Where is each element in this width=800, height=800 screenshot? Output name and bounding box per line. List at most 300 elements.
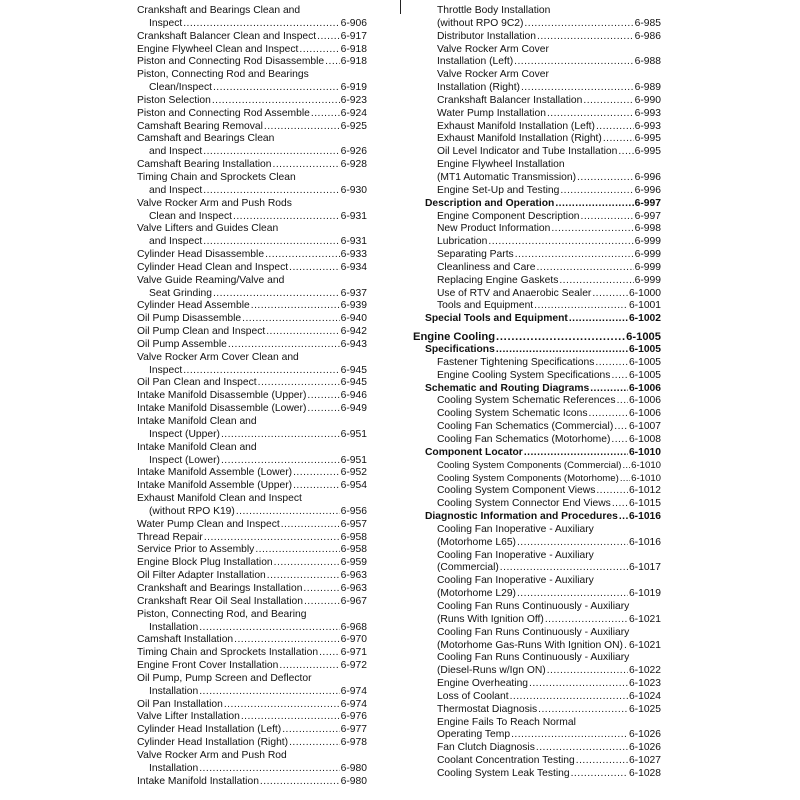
toc-page-number: 6-1015 <box>628 498 661 510</box>
dot-leader <box>555 198 633 211</box>
toc-page-number: 6-972 <box>340 660 367 672</box>
toc-entry-title: New Product Information <box>437 223 551 235</box>
toc-entry[interactable] <box>413 370 661 383</box>
toc-entry[interactable] <box>137 634 367 647</box>
toc-entry[interactable] <box>413 717 661 743</box>
toc-entry[interactable] <box>137 776 367 789</box>
dot-leader <box>617 395 628 408</box>
toc-entry[interactable] <box>413 288 661 301</box>
toc-page-number: 6-1021 <box>628 639 661 651</box>
toc-page-number: 6-931 <box>340 236 367 248</box>
toc-entry[interactable] <box>413 511 661 524</box>
toc-entry[interactable] <box>413 223 661 236</box>
dot-leader <box>624 640 628 653</box>
dot-leader <box>289 737 340 750</box>
toc-entry-title: Special Tools and Equipment <box>425 313 568 325</box>
toc-entry-title: Cleanliness and Care <box>437 261 536 273</box>
toc-page-number: 6-917 <box>340 30 367 42</box>
toc-entry[interactable] <box>137 198 367 224</box>
dot-leader <box>619 511 628 524</box>
toc-entry[interactable] <box>137 352 367 378</box>
toc-entry[interactable] <box>137 326 367 339</box>
toc-entry-title: Oil Pump Clean and Inspect <box>137 326 266 338</box>
toc-entry-title: Piston Selection <box>137 94 211 106</box>
dot-leader <box>538 704 628 717</box>
toc-entry-title: Valve Rocker Arm Cover <box>437 43 549 55</box>
dot-leader <box>524 18 633 31</box>
dot-leader <box>258 377 340 390</box>
toc-page-number: 6-906 <box>340 17 367 29</box>
toc-entry-title: Valve Lifter Installation <box>137 711 240 723</box>
dot-leader <box>199 622 339 635</box>
toc-entry[interactable] <box>137 159 367 172</box>
toc-entry[interactable] <box>137 724 367 737</box>
dot-leader <box>204 532 340 545</box>
dot-leader <box>282 724 339 737</box>
toc-page-number: 6-1010 <box>631 472 661 484</box>
toc-entry[interactable] <box>137 673 367 699</box>
toc-entry-title: Valve Rocker Arm Cover Clean and <box>137 351 299 363</box>
toc-entry[interactable] <box>137 660 367 673</box>
toc-entry-title: Installation (Left) <box>437 56 514 68</box>
toc-entry[interactable] <box>137 133 367 159</box>
toc-entry[interactable] <box>137 532 367 545</box>
toc-entry-title: Cooling Fan Inoperative - Auxiliary <box>437 523 594 535</box>
toc-entry-title: Cooling System Leak Testing <box>437 767 570 779</box>
toc-page-number: 6-1022 <box>628 665 661 677</box>
dot-leader <box>559 275 633 288</box>
dot-leader <box>515 249 634 262</box>
toc-entry-title: Cooling System Schematic Icons <box>437 408 588 420</box>
toc-entry-title: Camshaft Bearing Installation <box>137 159 272 171</box>
toc-entry-title: Intake Manifold Disassemble (Upper) <box>137 390 307 402</box>
toc-page-number: 6-918 <box>340 56 367 68</box>
toc-page-number: 6-980 <box>340 775 367 787</box>
toc-page-number: 6-963 <box>340 570 367 582</box>
toc-page-number: 6-928 <box>340 159 367 171</box>
toc-entry[interactable] <box>413 678 661 691</box>
toc-entry-title: Valve Lifters and Guides Clean <box>137 223 279 235</box>
toc-page-number: 6-967 <box>340 595 367 607</box>
toc-entry-title: Cylinder Head Assemble <box>137 300 250 312</box>
dot-leader <box>260 776 340 789</box>
dot-leader <box>577 172 634 185</box>
toc-page-number: 6-939 <box>340 300 367 312</box>
toc-entry-title: Clean/Inspect <box>149 82 212 94</box>
dot-leader <box>590 383 628 396</box>
toc-entry-title: Oil Level Indicator and Tube Installation <box>437 146 618 158</box>
toc-page-number: 6-996 <box>634 184 661 196</box>
dot-leader <box>488 236 633 249</box>
toc-entry[interactable] <box>413 575 661 601</box>
toc-entry-title: Camshaft Installation <box>137 634 234 646</box>
toc-page-number: 6-1005 <box>628 356 661 368</box>
toc-page-number: 6-1000 <box>628 287 661 299</box>
toc-entry[interactable] <box>137 56 367 69</box>
toc-entry[interactable] <box>137 544 367 557</box>
toc-page-number: 6-993 <box>634 120 661 132</box>
dot-leader <box>547 108 634 121</box>
toc-page-number: 6-1006 <box>628 395 661 407</box>
dot-leader <box>203 185 339 198</box>
dot-leader <box>510 691 628 704</box>
toc-entry-title: Installation (Right) <box>437 82 520 94</box>
toc-entry[interactable] <box>413 498 661 511</box>
toc-entry-title: Exhaust Manifold Clean and Inspect <box>137 493 302 505</box>
dot-leader <box>265 249 340 262</box>
toc-entry-title: Component Locator <box>425 446 523 458</box>
toc-page-number: 6-1005 <box>626 331 661 344</box>
toc-entry-title: Intake Manifold Assemble (Lower) <box>137 467 293 479</box>
toc-entry-title: Cooling Fan Runs Continuously - Auxiliary <box>437 600 630 612</box>
dot-leader <box>212 95 340 108</box>
toc-entry-title: (Motorhome L29) <box>437 588 516 600</box>
toc-entry[interactable] <box>413 447 661 460</box>
toc-entry[interactable] <box>137 557 367 570</box>
toc-entry[interactable] <box>413 5 661 31</box>
toc-entry-title: Crankshaft Balancer Installation <box>437 94 583 106</box>
toc-entry[interactable] <box>413 652 661 678</box>
toc-entry[interactable] <box>413 524 661 550</box>
dot-leader <box>618 146 633 159</box>
toc-entry-title: and Inspect <box>149 184 203 196</box>
toc-entry-title: Cooling Fan Inoperative - Auxiliary <box>437 575 594 587</box>
toc-page-number: 6-1005 <box>628 344 661 356</box>
toc-entry-title: Fan Clutch Diagnosis <box>437 742 535 754</box>
toc-page-number: 6-995 <box>634 133 661 145</box>
toc-page-number: 6-993 <box>634 107 661 119</box>
toc-entry-title: Intake Manifold Assemble (Upper) <box>137 480 293 492</box>
toc-entry[interactable] <box>413 357 661 370</box>
toc-entry[interactable] <box>137 750 367 776</box>
dot-leader <box>267 570 340 583</box>
toc-page-number: 6-923 <box>340 94 367 106</box>
toc-entry-title: Intake Manifold Clean and <box>137 416 257 427</box>
toc-entry[interactable] <box>413 185 661 198</box>
toc-entry-title: Fastener Tightening Specifications <box>437 356 595 368</box>
toc-entry[interactable] <box>137 416 367 442</box>
toc-entry-title: Engine Overheating <box>437 678 529 690</box>
toc-entry[interactable] <box>137 172 367 198</box>
toc-entry-title: Piston, Connecting Rod, and Bearing <box>137 608 307 620</box>
dot-leader <box>496 330 625 344</box>
toc-entry[interactable] <box>137 390 367 403</box>
toc-page-number: 6-1005 <box>628 369 661 381</box>
toc-page-number: 6-1017 <box>628 562 661 574</box>
toc-entry-title: Cooling Fan Inoperative - Auxiliary <box>437 549 594 561</box>
toc-entry[interactable] <box>137 121 367 134</box>
toc-entry[interactable] <box>413 434 661 447</box>
toc-page-number: 6-940 <box>340 313 367 325</box>
toc-entry[interactable] <box>413 44 661 70</box>
toc-entry[interactable] <box>413 395 661 408</box>
toc-page-number: 6-959 <box>340 557 367 569</box>
toc-entry-title: Valve Guide Reaming/Valve and <box>137 274 285 286</box>
toc-entry[interactable] <box>137 223 367 249</box>
toc-entry[interactable] <box>137 583 367 596</box>
dot-leader <box>592 288 628 301</box>
dot-leader <box>251 300 340 313</box>
toc-entry-title: Oil Pump Disassemble <box>137 313 242 325</box>
toc-page-number: 6-995 <box>634 146 661 158</box>
toc-page-number: 6-1002 <box>628 313 661 325</box>
toc-page-number: 6-1026 <box>628 729 661 741</box>
toc-entry-title: Oil Pan Installation <box>137 698 223 710</box>
toc-entry[interactable] <box>137 262 367 275</box>
toc-entry-title: Distributor Installation <box>437 30 537 42</box>
toc-page-number: 6-931 <box>340 210 367 222</box>
toc-entry-title: Cooling Fan Schematics (Motorhome) <box>437 434 611 445</box>
dot-leader <box>545 614 628 627</box>
toc-entry[interactable] <box>413 383 661 396</box>
dot-leader <box>581 211 634 224</box>
toc-entry-title: (Motorhome Gas-Runs With Ignition ON) <box>437 639 623 651</box>
toc-entry-title: Inspect (Lower) <box>149 454 220 466</box>
toc-entry[interactable] <box>413 421 661 434</box>
toc-entry[interactable] <box>413 627 661 653</box>
dot-leader <box>596 121 634 134</box>
toc-entry[interactable] <box>413 159 661 185</box>
dot-leader <box>547 665 628 678</box>
toc-entry-title: Thermostat Diagnosis <box>437 703 538 715</box>
dot-leader <box>496 344 628 357</box>
toc-entry-title: Piston and Connecting Rod Assemble <box>137 107 310 119</box>
toc-entry[interactable] <box>137 95 367 108</box>
dot-leader <box>595 357 628 370</box>
toc-entry[interactable] <box>137 108 367 121</box>
toc-entry[interactable] <box>413 262 661 275</box>
toc-page-number: 6-951 <box>340 428 367 440</box>
dot-leader <box>228 339 340 352</box>
toc-entry[interactable] <box>413 768 661 781</box>
toc-page-number: 6-980 <box>340 762 367 774</box>
toc-entry[interactable] <box>413 69 661 95</box>
toc-entry-title: (Commercial) <box>437 562 499 574</box>
dot-leader <box>317 31 340 44</box>
toc-entry[interactable] <box>137 339 367 352</box>
dot-leader <box>521 82 634 95</box>
dot-leader <box>319 647 340 660</box>
toc-entry-title: Cylinder Head Installation (Right) <box>137 737 289 749</box>
toc-entry-title: Engine Block Plug Installation <box>137 557 273 569</box>
toc-entry-title: Water Pump Clean and Inspect <box>137 518 280 530</box>
toc-entry-title: Water Pump Installation <box>437 107 546 119</box>
toc-entry[interactable] <box>413 755 661 768</box>
toc-entry[interactable] <box>137 313 367 326</box>
toc-entry[interactable] <box>413 550 661 576</box>
toc-entry-title: Lubrication <box>437 236 488 248</box>
toc-page-number: 6-951 <box>340 454 367 466</box>
toc-entry[interactable] <box>413 249 661 262</box>
toc-entry-title: Cylinder Head Clean and Inspect <box>137 261 289 273</box>
toc-entry[interactable] <box>137 377 367 390</box>
toc-entry-title: Cooling Fan Runs Continuously - Auxiliary <box>437 652 630 664</box>
toc-page-number: 6-918 <box>340 43 367 55</box>
toc-page-number: 6-1007 <box>628 421 661 433</box>
dot-leader <box>325 56 339 69</box>
toc-entry[interactable] <box>137 480 367 493</box>
toc-entry-title: Specifications <box>425 344 495 356</box>
toc-entry-title: Intake Manifold Clean and <box>137 441 257 453</box>
toc-page-number: 6-997 <box>634 197 661 209</box>
toc-entry-title: Crankshaft Rear Oil Seal Installation <box>137 595 303 607</box>
dot-leader <box>307 403 339 416</box>
toc-entry-title: and Inspect <box>149 236 203 248</box>
dot-leader <box>311 108 340 121</box>
dot-leader <box>303 583 339 596</box>
dot-leader <box>614 421 628 434</box>
toc-entry[interactable] <box>413 460 661 473</box>
toc-entry[interactable] <box>137 69 367 95</box>
toc-page-number: 6-958 <box>340 544 367 556</box>
toc-page-number: 6-977 <box>340 724 367 736</box>
toc-entry[interactable] <box>137 249 367 262</box>
toc-entry[interactable] <box>137 275 367 301</box>
toc-entry-title: Loss of Coolant <box>437 690 509 702</box>
toc-entry-title: Installation <box>149 685 199 697</box>
toc-entry-title: Oil Pan Clean and Inspect <box>137 377 257 389</box>
toc-entry[interactable] <box>137 699 367 712</box>
dot-leader <box>500 562 628 575</box>
toc-page-number: 6-1021 <box>628 613 661 625</box>
dot-leader <box>199 686 339 699</box>
dot-leader <box>299 44 339 57</box>
toc-page-number: 6-998 <box>634 223 661 235</box>
toc-page-number: 6-933 <box>340 249 367 261</box>
toc-page-number: 6-1008 <box>628 434 661 445</box>
toc-entry[interactable] <box>137 403 367 416</box>
toc-entry-title: Camshaft and Bearings Clean <box>137 133 275 145</box>
toc-entry-title: Engine Flywheel Clean and Inspect <box>137 43 299 55</box>
toc-page-number: 6-1016 <box>628 536 661 548</box>
toc-entry[interactable] <box>413 313 661 326</box>
toc-entry[interactable] <box>413 408 661 421</box>
toc-page-number: 6-934 <box>340 261 367 273</box>
toc-entry[interactable] <box>413 198 661 211</box>
toc-entry[interactable] <box>137 31 367 44</box>
toc-entry[interactable] <box>137 596 367 609</box>
dot-leader <box>517 588 628 601</box>
toc-entry-title: Engine Cooling System Specifications <box>437 369 611 381</box>
toc-page-number: 6-958 <box>340 531 367 543</box>
toc-entry[interactable] <box>413 300 661 313</box>
toc-entry-title: Oil Pump, Pump Screen and Deflector <box>137 672 312 684</box>
toc-entry-title: Cooling System Components (Commercial) <box>437 459 622 471</box>
toc-entry-title: Oil Filter Adapter Installation <box>137 570 266 582</box>
toc-entry[interactable] <box>137 647 367 660</box>
toc-entry-title: Inspect <box>149 17 183 29</box>
dot-leader <box>293 467 340 480</box>
dot-leader <box>266 326 339 339</box>
toc-entry[interactable] <box>413 473 661 486</box>
toc-page-number: 6-1006 <box>628 408 661 420</box>
toc-entry[interactable] <box>137 519 367 532</box>
toc-entry-title: Intake Manifold Disassemble (Lower) <box>137 403 307 415</box>
toc-page-number: 6-1001 <box>628 300 661 312</box>
toc-entry-title: (Runs With Ignition Off) <box>437 613 544 625</box>
toc-entry-title: Diagnostic Information and Procedures <box>425 511 618 523</box>
toc-entry[interactable] <box>413 95 661 108</box>
dot-leader <box>524 447 628 460</box>
toc-entry[interactable] <box>413 691 661 704</box>
toc-entry-title: Intake Manifold Installation <box>137 775 259 787</box>
toc-entry-title: (Motorhome L65) <box>437 536 516 548</box>
toc-entry[interactable] <box>413 704 661 717</box>
toc-page-number: 6-924 <box>340 107 367 119</box>
toc-entry[interactable] <box>137 5 367 31</box>
toc-entry[interactable] <box>413 275 661 288</box>
column-divider <box>400 0 401 14</box>
toc-page-number: 6-937 <box>340 287 367 299</box>
dot-leader <box>534 300 628 313</box>
toc-entry[interactable] <box>137 442 367 468</box>
toc-entry-title: Oil Pump Assemble <box>137 338 227 350</box>
dot-leader <box>264 121 340 134</box>
toc-entry[interactable] <box>413 133 661 146</box>
toc-entry-title: Cylinder Head Installation (Left) <box>137 724 282 736</box>
toc-entry[interactable] <box>137 44 367 57</box>
toc-page-number: 6-990 <box>634 94 661 106</box>
dot-leader <box>203 146 339 159</box>
toc-entry-title: Engine Component Description <box>437 210 580 222</box>
toc-entry-title: Inspect <box>149 364 183 376</box>
toc-page-number: 6-1016 <box>628 511 661 523</box>
toc-entry[interactable] <box>413 146 661 159</box>
toc-entry[interactable] <box>137 467 367 480</box>
toc-entry[interactable] <box>413 211 661 224</box>
toc-entry-title: Crankshaft Balancer Clean and Inspect <box>137 30 317 42</box>
toc-entry[interactable] <box>137 711 367 724</box>
toc-entry-title: Description and Operation <box>425 197 555 209</box>
toc-entry-title: Schematic and Routing Diagrams <box>425 382 590 394</box>
toc-entry[interactable] <box>413 742 661 755</box>
toc-entry-title: Engine Fails To Reach Normal <box>437 716 576 728</box>
toc-entry[interactable] <box>137 570 367 583</box>
toc-entry[interactable] <box>413 121 661 134</box>
dot-leader <box>569 313 628 326</box>
toc-entry[interactable] <box>413 108 661 121</box>
toc-entry-title: Camshaft Bearing Removal <box>137 120 263 132</box>
toc-entry[interactable] <box>413 330 661 344</box>
toc-page-number: 6-978 <box>340 737 367 749</box>
toc-entry[interactable] <box>413 601 661 627</box>
dot-leader <box>589 408 628 421</box>
dot-leader <box>620 473 630 486</box>
dot-leader <box>213 82 340 95</box>
toc-entry-title: Exhaust Manifold Installation (Right) <box>437 133 602 145</box>
toc-entry[interactable] <box>137 300 367 313</box>
toc-entry-title: Cooling System Connector End Views <box>437 498 611 510</box>
dot-leader <box>622 460 630 473</box>
toc-entry[interactable] <box>413 31 661 44</box>
toc-entry-title: Inspect (Upper) <box>149 428 220 440</box>
toc-entry[interactable] <box>413 236 661 249</box>
toc-page-number: 6-970 <box>340 634 367 646</box>
toc-entry[interactable] <box>137 493 367 519</box>
toc-page-number: 6-997 <box>634 210 661 222</box>
dot-leader <box>242 313 340 326</box>
toc-page-number: 6-999 <box>634 236 661 248</box>
toc-entry[interactable] <box>413 344 661 357</box>
dot-leader <box>511 729 628 742</box>
toc-entry[interactable] <box>413 485 661 498</box>
toc-entry-title: Separating Parts <box>437 249 514 261</box>
dot-leader <box>281 519 340 532</box>
toc-entry[interactable] <box>137 737 367 750</box>
toc-page-number: 6-926 <box>340 146 367 158</box>
toc-entry[interactable] <box>137 609 367 635</box>
toc-page-number: 6-985 <box>634 17 661 29</box>
